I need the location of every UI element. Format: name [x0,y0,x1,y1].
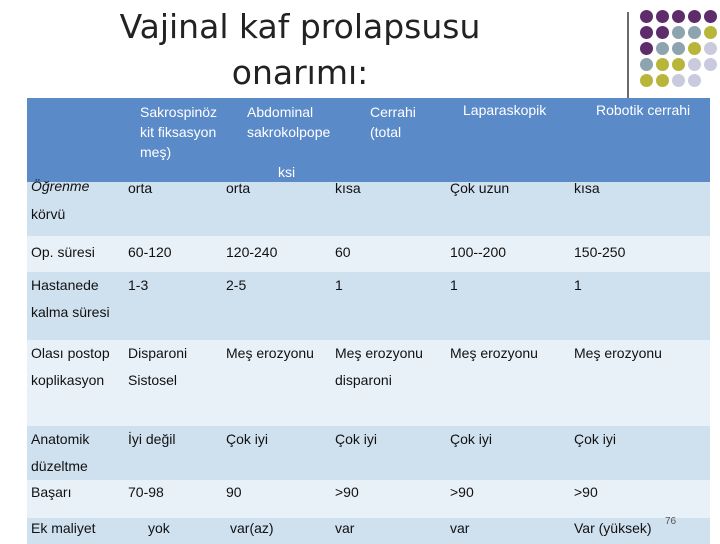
row-label-learning-line-2: körvü [31,206,66,222]
cell-op-time-3 [335,236,450,272]
cell-learning-4-text: Çok uzun [450,180,510,196]
cell-anatomic-4 [450,426,574,480]
cell-success-2-text: 90 [226,484,242,500]
cell-op-time-4 [450,236,574,272]
header-sacrospinous-line-2: kit fiksasyon [140,124,217,140]
header-surgery-line-1: Cerrahi [370,104,416,120]
decor-dot [656,26,669,39]
cell-cost-3 [335,518,450,544]
cell-anatomic-3 [335,426,450,480]
slide-title-line-1: Vajinal kaf prolapsusu [119,7,481,46]
cell-op-time-1 [128,236,226,272]
cell-learning-2 [226,182,335,236]
table-row-stay [27,272,710,340]
table-row-learning [27,182,710,236]
decor-dot [672,26,685,39]
row-label-cost-text: Ek maliyet [31,520,96,536]
decor-dot [688,74,701,87]
cell-cost-1-text: yok [148,520,170,536]
cell-cost-3-text: var [335,520,355,536]
cell-learning-1 [128,182,226,236]
cell-op-time-3-text: 60 [335,244,351,260]
decor-dot [704,74,717,87]
cell-success-3-text: >90 [335,484,359,500]
cell-anatomic-5 [574,426,710,480]
cell-op-time-1-text: 60-120 [128,244,172,260]
cell-anatomic-5-text: Çok iyi [574,431,617,447]
decor-dot [704,58,717,71]
cell-success-4-text: >90 [450,484,474,500]
header-cell-abdominal [226,98,335,182]
cell-stay-2 [226,272,335,340]
cell-success-1-text: 70-98 [128,484,164,500]
decor-dot [656,74,669,87]
decor-dot [640,42,653,55]
cell-success-5-text: >90 [574,484,598,500]
row-label-cost [27,518,128,544]
cell-complications-1-line-1: Disparoni [128,345,188,361]
cell-cost-2 [226,518,335,544]
cell-op-time-2-text: 120-240 [226,244,278,260]
decor-dot [656,10,669,23]
decor-dot [688,42,701,55]
cell-cost-1 [128,518,226,544]
row-label-complications-line-2: koplikasyon [31,372,105,388]
slide-title-line-2: onarımı: [231,53,369,92]
row-label-stay-line-2: kalma süresi [31,304,110,320]
cell-complications-5-text: Meş erozyonu [574,345,662,361]
cell-anatomic-1 [128,426,226,480]
row-label-learning [27,178,128,236]
table-row-success [27,480,710,518]
decor-dot [672,58,685,71]
row-label-success [27,480,128,518]
decor-dot [688,58,701,71]
cell-op-time-2 [226,236,335,272]
cell-success-3 [335,480,450,518]
cell-complications-3 [335,340,450,426]
cell-complications-3-line-2: disparoni [335,372,392,388]
cell-success-4 [450,480,574,518]
header-sacrospinous-line-3: meş) [140,144,172,160]
decor-dot [640,26,653,39]
cell-learning-2-text: orta [226,180,251,196]
decor-dot [704,42,717,55]
decor-dot [640,58,653,71]
cell-stay-4-text: 1 [450,277,458,293]
row-label-anatomic [27,426,128,480]
cell-complications-5 [574,340,710,426]
header-surgery-line-2: (total [370,124,402,140]
decor-dot [672,10,685,23]
cell-stay-5 [574,272,710,340]
cell-complications-4 [450,340,574,426]
cell-op-time-5 [574,236,710,272]
header-abdominal-line-2: sakrokolpope [247,124,331,140]
decor-dot [704,10,717,23]
cell-stay-3-text: 1 [335,277,343,293]
slide-title [0,4,600,96]
decor-dot [640,74,653,87]
decor-dot [672,42,685,55]
cell-complications-3-line-1: Meş erozyonu [335,345,423,361]
table-row-complications [27,340,710,426]
cell-cost-4-text: var [450,520,470,536]
cell-learning-5-text: kısa [574,180,600,196]
cell-anatomic-4-text: Çok iyi [450,431,493,447]
header-laparoscopic: Laparaskopik [463,102,547,118]
cell-cost-2-text: var(az) [230,520,274,536]
cell-stay-3 [335,272,450,340]
cell-complications-2-text: Meş erozyonu [226,345,314,361]
cell-learning-4 [450,182,574,236]
cell-stay-5-text: 1 [574,277,582,293]
cell-learning-5 [574,182,710,236]
cell-learning-3-text: kısa [335,180,361,196]
cell-stay-1 [128,272,226,340]
row-label-anatomic-line-2: düzeltme [31,458,88,474]
row-label-stay [27,272,128,340]
cell-success-2 [226,480,335,518]
comparison-table [27,98,710,544]
header-robotic: Robotik cerrahi [596,102,691,118]
cell-learning-3 [335,182,450,236]
cell-anatomic-2-text: Çok iyi [226,431,269,447]
row-label-op-time-text: Op. süresi [31,244,95,260]
header-cell-surgery [335,98,450,182]
decor-dot [672,74,685,87]
cell-stay-4 [450,272,574,340]
cell-cost-5-text: Var (yüksek) [574,520,652,536]
row-label-complications-line-1: Olası postop [31,345,110,361]
decor-dot [656,42,669,55]
table-row-op-time [27,236,710,272]
cell-complications-1-line-2: Sistosel [128,372,178,388]
header-sacrospinous-line-1: Sakrospinöz [140,104,218,120]
cell-anatomic-1-text: İyi değil [128,431,176,447]
header-abdominal-line-1: Abdominal [247,104,314,120]
cell-op-time-5-text: 150-250 [574,244,626,260]
decor-dot [688,26,701,39]
page-number: 76 [665,516,677,527]
decor-dot [704,26,717,39]
header-cell-sacrospinous [128,98,226,182]
row-label-op-time [27,236,128,272]
decor-dot [656,58,669,71]
table-row-cost [27,518,710,544]
header-cell-laparoscopic [450,98,574,182]
cell-op-time-4-text: 100--200 [450,244,507,260]
cell-complications-2 [226,340,335,426]
row-label-anatomic-line-1: Anatomik [31,431,90,447]
table-header-row [27,98,710,182]
header-abdominal-line-3: ksi [278,164,296,180]
table-row-anatomic [27,426,710,480]
row-label-stay-line-1: Hastanede [31,277,99,293]
cell-learning-1-text: orta [128,180,153,196]
cell-stay-1-text: 1-3 [128,277,149,293]
cell-success-1 [128,480,226,518]
cell-stay-2-text: 2-5 [226,277,247,293]
decor-dot [688,10,701,23]
row-label-success-text: Başarı [31,484,72,500]
decor-dot [640,10,653,23]
cell-anatomic-3-text: Çok iyi [335,431,378,447]
cell-complications-4-text: Meş erozyonu [450,345,538,361]
row-label-learning-line-1: Öğrenme [31,178,90,194]
decor-divider [627,12,629,104]
cell-anatomic-2 [226,426,335,480]
header-cell-robotic [574,98,710,182]
cell-cost-4 [450,518,574,544]
cell-cost-5 [574,518,710,544]
header-cell-empty [27,98,128,182]
cell-success-5 [574,480,710,518]
row-label-complications [27,340,128,426]
cell-complications-1 [128,340,226,426]
